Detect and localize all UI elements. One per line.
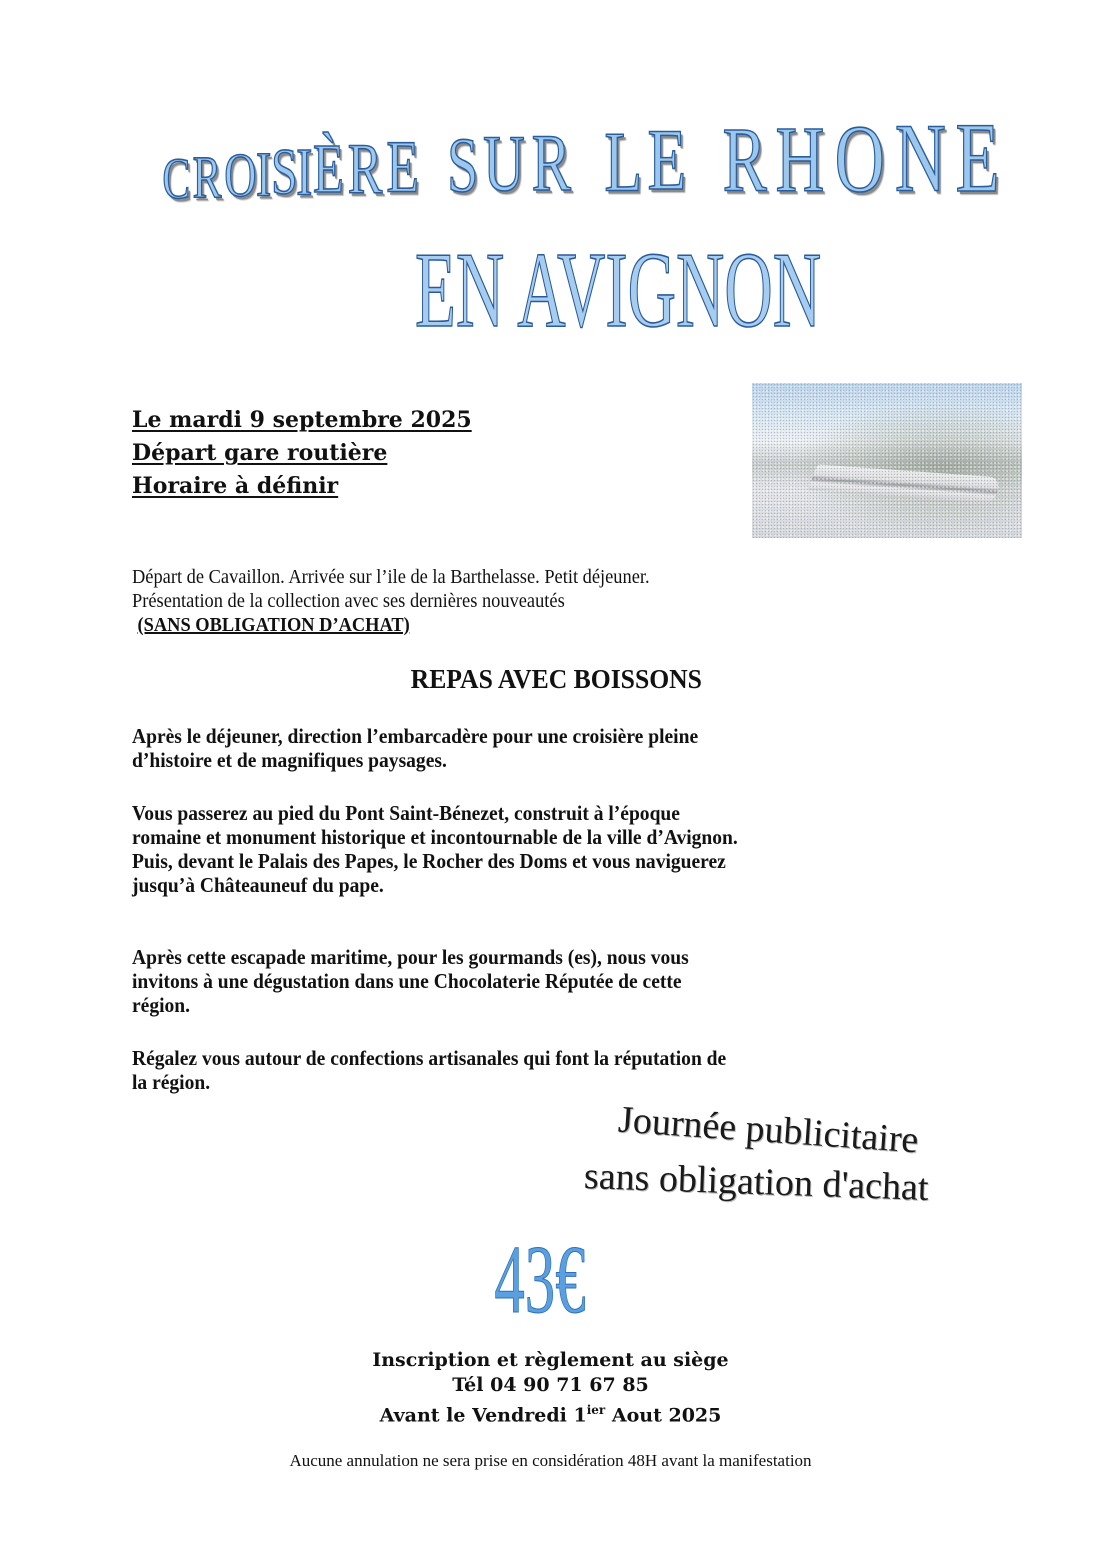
title-letter: I [256,138,272,210]
paragraph-monuments: Vous passerez au pied du Pont Saint-Bénezet, construit à l’époque romaine et monument historique et incontournable de la ville d’Avignon. Puis, devant le Palais des Papes, le Rocher des Doms et vous naviguerez jusqu’à Châteauneuf du pape. [132,801,738,897]
title-letter: S [270,135,298,209]
price: 43€ [494,1226,586,1334]
paragraph-chocolate: Après cette escapade maritime, pour les gourmands (es), nous vous invitons à une dégustation dans une Chocolaterie Réputée de cette région. [132,945,689,1017]
title-letter: O [834,104,885,212]
title-letter: L [604,113,643,210]
title-letter: R [347,128,383,209]
event-info [132,404,472,503]
title-letter: U [483,120,526,209]
title-letter [573,120,588,204]
title-letter: N [895,104,947,213]
paragraph-confections: Régalez vous autour de confections artisanales qui font la réputation de la région. [132,1046,727,1094]
promo-line2: sans obligation d'achat [583,1155,930,1209]
title-letter: C [162,146,191,211]
photo-grain [752,383,1022,538]
promo-wavy-text [580,1098,1060,1223]
title-letter: H [775,107,825,212]
event-date: Le mardi 9 septembre 2025 [132,407,472,433]
main-title-line2: EN AVIGNON [415,231,822,350]
title-letter: È [313,130,344,208]
title-letter: E [955,102,1000,213]
cruise-boat-photo [752,383,1022,538]
intro-line: Départ de Cavaillon. Arrivée sur l’ile de la Barthelasse. Petit déjeuner. [132,566,650,588]
title-letter: E [386,126,419,209]
title-letter: O [223,141,257,210]
intro-text [132,565,650,637]
registration-text: Inscription et règlement au siège [372,1349,729,1371]
promo-line1: Journée publicitaire [616,1098,920,1162]
main-title-line1 [148,102,1008,213]
title-letter: R [722,108,767,211]
deadline: Avant le Vendredi $1^{ier}$ Aout 2025 [379,1403,722,1427]
meal-heading: REPAS AVEC BOISSONS [410,664,703,694]
title-letter: S [447,121,479,209]
title-letter: I [296,133,313,210]
intro-line: Présentation de la collection avec ses dernières nouveautés [132,590,565,612]
title-letter: R [531,117,572,209]
event-departure: Départ gare routière [132,440,388,466]
no-purchase-obligation: (SANS OBLIGATION D’ACHAT) [137,614,410,636]
paragraph-cruise: Après le déjeuner, direction l’embarcadère pour une croisière pleine d’histoire et de magnifiques paysages. [132,724,699,772]
title-letter [419,128,433,204]
title-letter: R [192,144,221,211]
cancellation-notice: Aucune annulation ne sera prise en considération 48H avant la manifestation [289,1451,812,1470]
title-letter [688,115,704,205]
title-letter: E [647,111,687,209]
phone-number: Tél 04 90 71 67 85 [452,1374,649,1396]
contact-info [0,1348,1101,1428]
event-schedule: Horaire à définir [132,473,339,499]
